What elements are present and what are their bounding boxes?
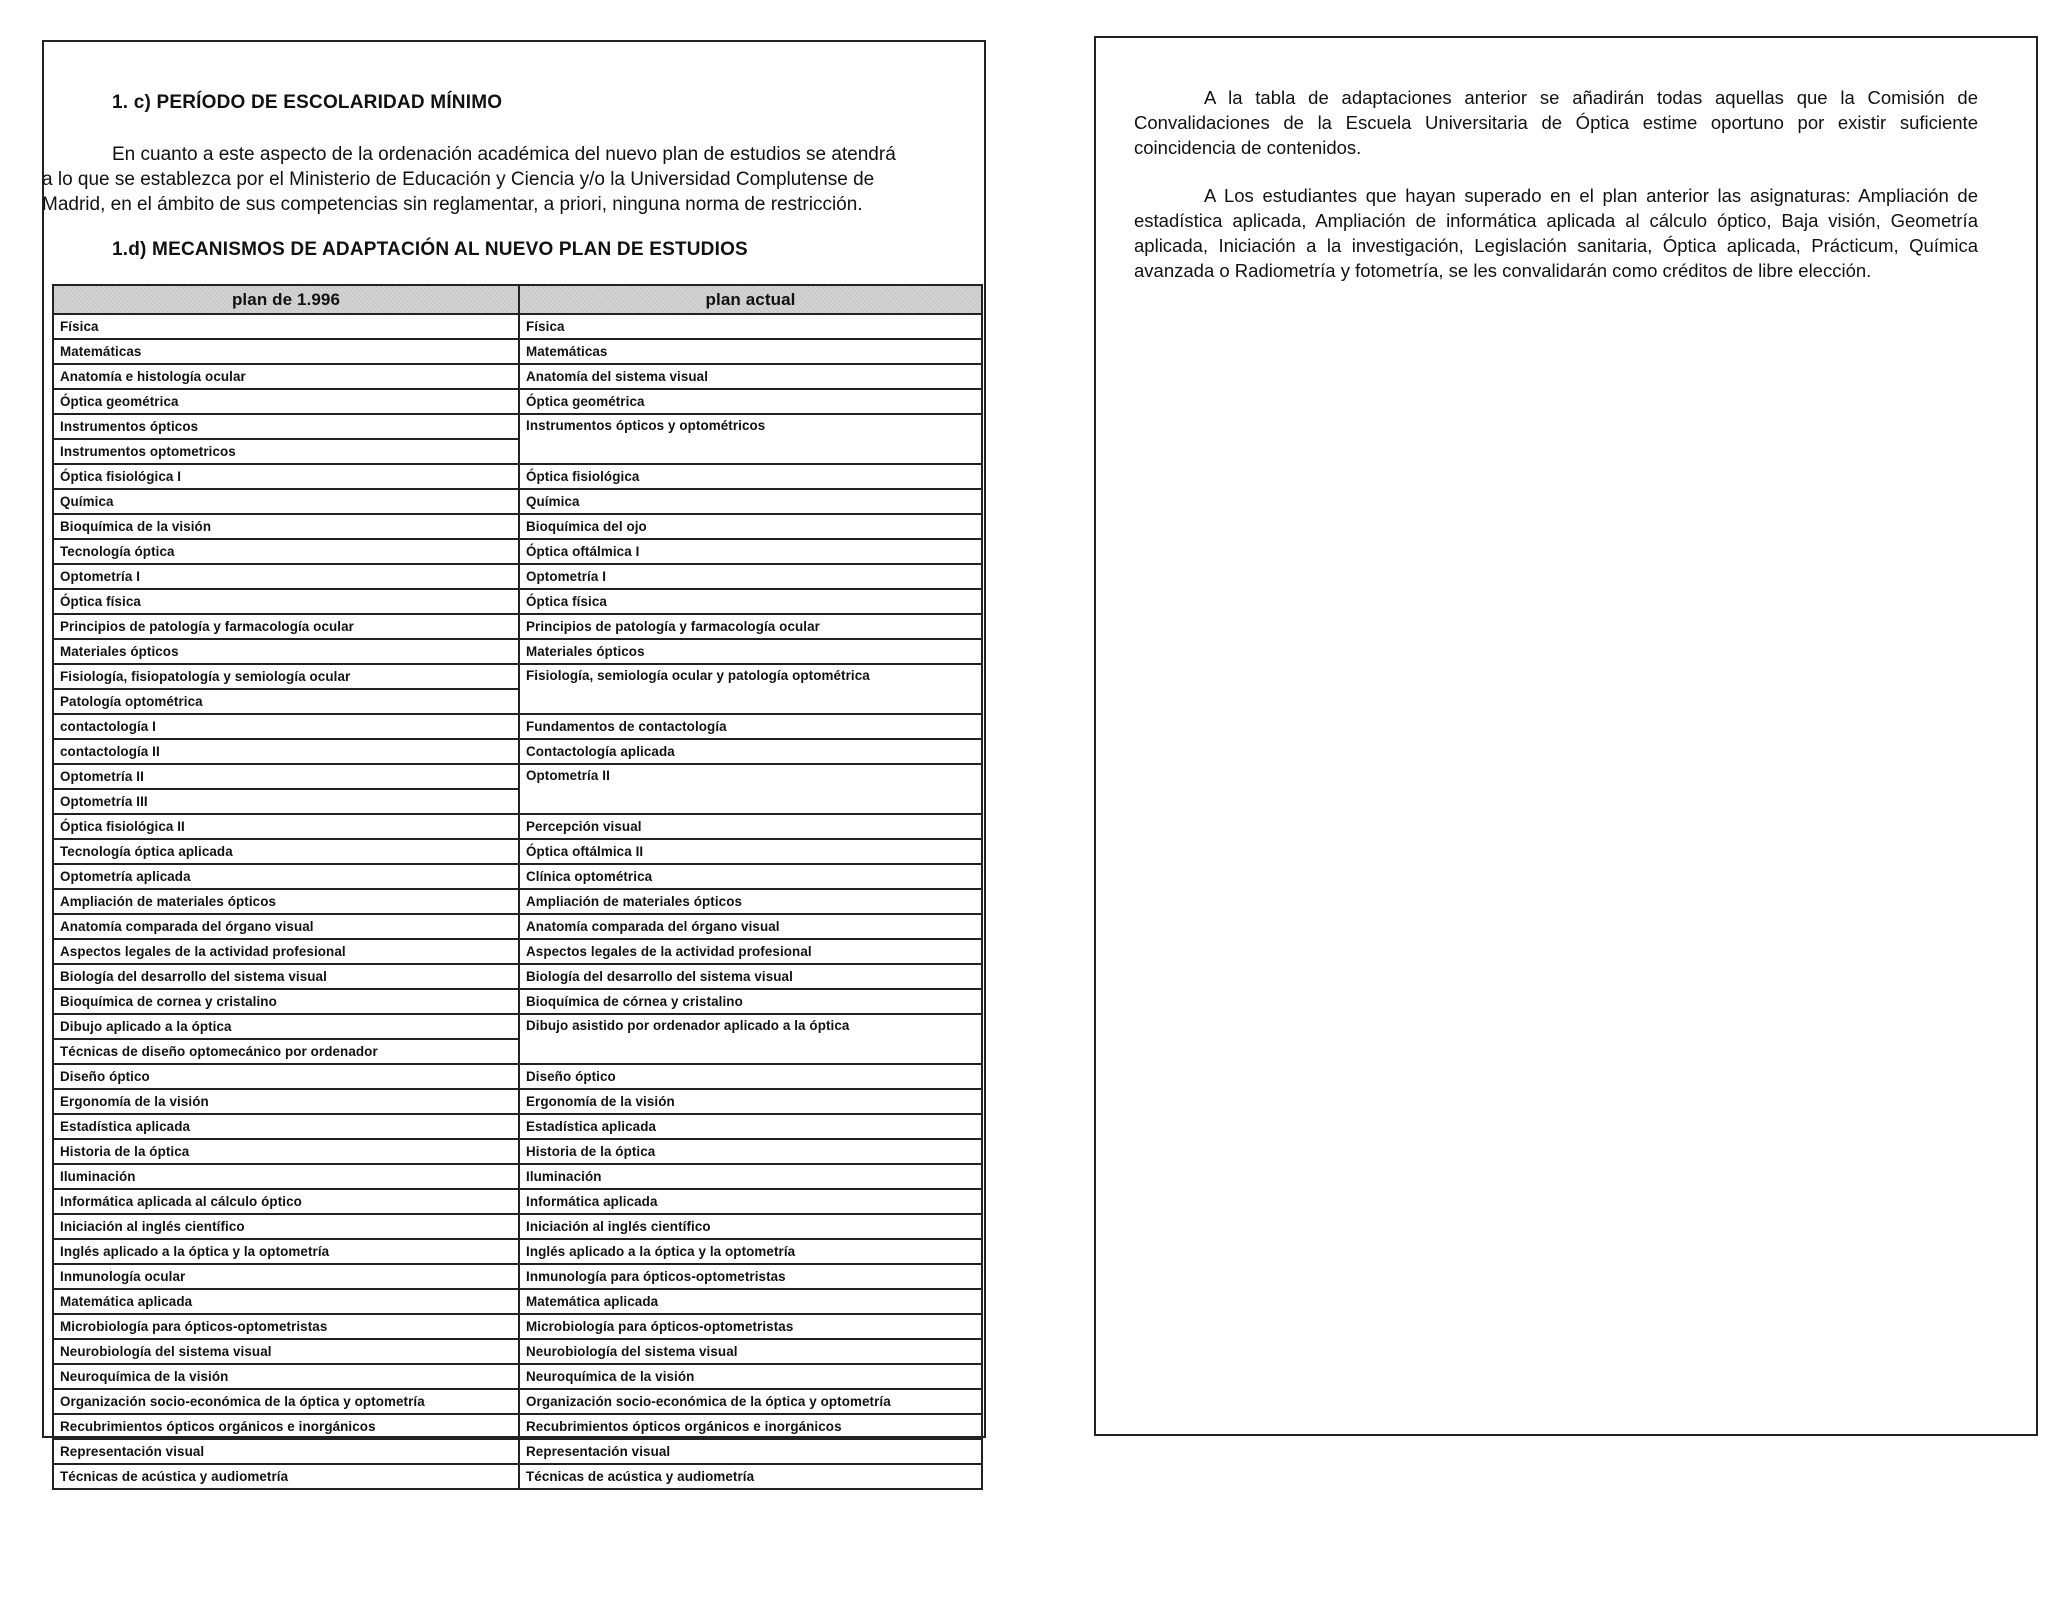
cell-plan-actual: Neurobiología del sistema visual [519,1339,982,1364]
table-row [53,764,982,789]
cell-plan-1996: Microbiología para ópticos-optometristas [53,1314,519,1339]
table-row [53,664,982,689]
cell-plan-actual: Materiales ópticos [519,639,982,664]
cell-plan-actual: Ergonomía de la visión [519,1089,982,1114]
cell-plan-actual: Instrumentos ópticos y optométricos [519,414,982,464]
cell-plan-1996: Óptica física [53,589,519,614]
table-row [53,539,982,564]
cell-plan-actual: Optometría II [519,764,982,814]
cell-plan-actual: Bioquímica de córnea y cristalino [519,989,982,1014]
cell-plan-actual: Óptica física [519,589,982,614]
adaptation-table [52,284,983,1490]
table-row [53,1189,982,1214]
table-row [53,1464,982,1489]
left-page [42,40,986,1484]
cell-plan-actual: Neuroquímica de la visión [519,1364,982,1389]
cell-plan-1996: Técnicas de acústica y audiometría [53,1464,519,1489]
cell-plan-1996: Anatomía comparada del órgano visual [53,914,519,939]
cell-plan-1996: Ergonomía de la visión [53,1089,519,1114]
cell-plan-1996: contactología II [53,739,519,764]
cell-plan-1996: Recubrimientos ópticos orgánicos e inorgánicos [53,1414,519,1439]
paragraph-line: Madrid, en el ámbito de sus competencias sin reglamentar, a priori, ninguna norma de restricción. [42,194,863,215]
cell-plan-1996: Inglés aplicado a la óptica y la optometría [53,1239,519,1264]
cell-plan-actual: Ampliación de materiales ópticos [519,889,982,914]
cell-plan-1996: contactología I [53,714,519,739]
cell-plan-actual: Técnicas de acústica y audiometría [519,1464,982,1489]
paragraph-line: a lo que se establezca por el Ministerio de Educación y Ciencia y/o la Universidad Complutense de [42,169,875,190]
cell-plan-actual: Óptica geométrica [519,389,982,414]
cell-plan-actual: Anatomía comparada del órgano visual [519,914,982,939]
table-header-row [53,285,982,314]
cell-plan-actual: Iluminación [519,1164,982,1189]
table-row [53,914,982,939]
cell-plan-1996: Neuroquímica de la visión [53,1364,519,1389]
table-row [53,864,982,889]
table-row [53,464,982,489]
cell-plan-actual: Dibujo asistido por ordenador aplicado a la óptica [519,1014,982,1064]
cell-plan-1996: Fisiología, fisiopatología y semiología ocular [53,664,519,689]
cell-plan-actual: Inglés aplicado a la óptica y la optometría [519,1239,982,1264]
cell-plan-1996: Instrumentos ópticos [53,414,519,439]
table-row [53,1364,982,1389]
cell-plan-actual: Óptica oftálmica I [519,539,982,564]
paragraph-line: En cuanto a este aspecto de la ordenación académica del nuevo plan de estudios se atendrá [112,144,896,165]
table-row [53,639,982,664]
table-row [53,1014,982,1039]
section-heading-c: 1. c) PERÍODO DE ESCOLARIDAD MÍNIMO [112,92,503,113]
right-page [1094,36,2038,1436]
cell-plan-1996: Diseño óptico [53,1064,519,1089]
cell-plan-actual: Biología del desarrollo del sistema visual [519,964,982,989]
cell-plan-actual: Microbiología para ópticos-optometristas [519,1314,982,1339]
cell-plan-1996: Iluminación [53,1164,519,1189]
right-paragraph-2: A Los estudiantes que hayan superado en el plan anterior las asignaturas: Ampliación de estadística aplicada, Ampliación de informática aplicada al cálculo óptico, Baja visión, Geometría aplicada, Iniciación a la investigación, Legislación sanitaria, Óptica aplicada, Prácticum, Química avanzada o Radiometría y fotometría, se les convalidarán como créditos de libre elección. [1134,185,1978,281]
cell-plan-actual: Física [519,314,982,339]
cell-plan-1996: Bioquímica de la visión [53,514,519,539]
table-row [53,1389,982,1414]
cell-plan-actual: Historia de la óptica [519,1139,982,1164]
table-row [53,739,982,764]
cell-plan-actual: Matemáticas [519,339,982,364]
cell-plan-actual: Percepción visual [519,814,982,839]
table-row [53,1239,982,1264]
cell-plan-1996: Patología optométrica [53,689,519,714]
table-row [53,564,982,589]
cell-plan-actual: Informática aplicada [519,1189,982,1214]
cell-plan-1996: Optometría II [53,764,519,789]
cell-plan-1996: Óptica fisiológica II [53,814,519,839]
cell-plan-actual: Bioquímica del ojo [519,514,982,539]
cell-plan-actual: Óptica fisiológica [519,464,982,489]
cell-plan-actual: Iniciación al inglés científico [519,1214,982,1239]
cell-plan-1996: Técnicas de diseño optomecánico por ordenador [53,1039,519,1064]
cell-plan-1996: Estadística aplicada [53,1114,519,1139]
table-row [53,1214,982,1239]
cell-plan-actual: Optometría I [519,564,982,589]
cell-plan-1996: Matemática aplicada [53,1289,519,1314]
table-row [53,714,982,739]
table-row [53,1064,982,1089]
table-row [53,339,982,364]
table-row [53,1314,982,1339]
cell-plan-1996: Anatomía e histología ocular [53,364,519,389]
table-row [53,364,982,389]
cell-plan-1996: Ampliación de materiales ópticos [53,889,519,914]
cell-plan-actual: Principios de patología y farmacología ocular [519,614,982,639]
cell-plan-1996: Instrumentos optometricos [53,439,519,464]
cell-plan-1996: Neurobiología del sistema visual [53,1339,519,1364]
cell-plan-1996: Óptica fisiológica I [53,464,519,489]
cell-plan-1996: Física [53,314,519,339]
cell-plan-actual: Inmunología para ópticos-optometristas [519,1264,982,1289]
table-row [53,989,982,1014]
cell-plan-1996: Historia de la óptica [53,1139,519,1164]
column-header-plan-1996: plan de 1.996 [53,285,519,314]
table-row [53,814,982,839]
cell-plan-actual: Contactología aplicada [519,739,982,764]
cell-plan-1996: Principios de patología y farmacología ocular [53,614,519,639]
cell-plan-actual: Fundamentos de contactología [519,714,982,739]
cell-plan-actual: Estadística aplicada [519,1114,982,1139]
table-row [53,414,982,439]
cell-plan-1996: Materiales ópticos [53,639,519,664]
cell-plan-1996: Informática aplicada al cálculo óptico [53,1189,519,1214]
table-row [53,314,982,339]
cell-plan-1996: Iniciación al inglés científico [53,1214,519,1239]
table-row [53,1339,982,1364]
cell-plan-1996: Aspectos legales de la actividad profesional [53,939,519,964]
cell-plan-1996: Inmunología ocular [53,1264,519,1289]
table-row [53,614,982,639]
cell-plan-actual: Óptica oftálmica II [519,839,982,864]
cell-plan-actual: Clínica optométrica [519,864,982,889]
table-row [53,1439,982,1464]
cell-plan-actual: Organización socio-económica de la óptica y optometría [519,1389,982,1414]
cell-plan-1996: Óptica geométrica [53,389,519,414]
cell-plan-actual: Recubrimientos ópticos orgánicos e inorgánicos [519,1414,982,1439]
cell-plan-actual: Química [519,489,982,514]
table-row [53,1139,982,1164]
cell-plan-1996: Optometría aplicada [53,864,519,889]
cell-plan-1996: Organización socio-económica de la óptica y optometría [53,1389,519,1414]
table-row [53,589,982,614]
cell-plan-1996: Biología del desarrollo del sistema visual [53,964,519,989]
cell-plan-actual: Diseño óptico [519,1064,982,1089]
cell-plan-1996: Representación visual [53,1439,519,1464]
column-header-plan-actual: plan actual [519,285,982,314]
cell-plan-1996: Optometría I [53,564,519,589]
section-heading-d: 1.d) MECANISMOS DE ADAPTACIÓN AL NUEVO PLAN DE ESTUDIOS [112,239,748,260]
table-row [53,1264,982,1289]
table-row [53,1414,982,1439]
table-row [53,1289,982,1314]
table-body [53,314,982,1489]
cell-plan-1996: Química [53,489,519,514]
table-row [53,1164,982,1189]
cell-plan-actual: Anatomía del sistema visual [519,364,982,389]
cell-plan-actual: Matemática aplicada [519,1289,982,1314]
table-row [53,1114,982,1139]
table-row [53,964,982,989]
cell-plan-1996: Matemáticas [53,339,519,364]
table-row [53,839,982,864]
table-row [53,389,982,414]
cell-plan-1996: Tecnología óptica [53,539,519,564]
cell-plan-1996: Tecnología óptica aplicada [53,839,519,864]
cell-plan-actual: Aspectos legales de la actividad profesional [519,939,982,964]
cell-plan-actual: Fisiología, semiología ocular y patología optométrica [519,664,982,714]
section-paragraph-c [42,142,986,217]
table-row [53,939,982,964]
table-row [53,1089,982,1114]
right-paragraph-1: A la tabla de adaptaciones anterior se añadirán todas aquellas que la Comisión de Convalidaciones de la Escuela Universitaria de Óptica estime oportuno por existir suficiente coincidencia de contenidos. [1134,87,1978,158]
table-row [53,889,982,914]
table-row [53,514,982,539]
cell-plan-1996: Bioquímica de cornea y cristalino [53,989,519,1014]
cell-plan-actual: Representación visual [519,1439,982,1464]
cell-plan-1996: Dibujo aplicado a la óptica [53,1014,519,1039]
table-row [53,489,982,514]
cell-plan-1996: Optometría III [53,789,519,814]
